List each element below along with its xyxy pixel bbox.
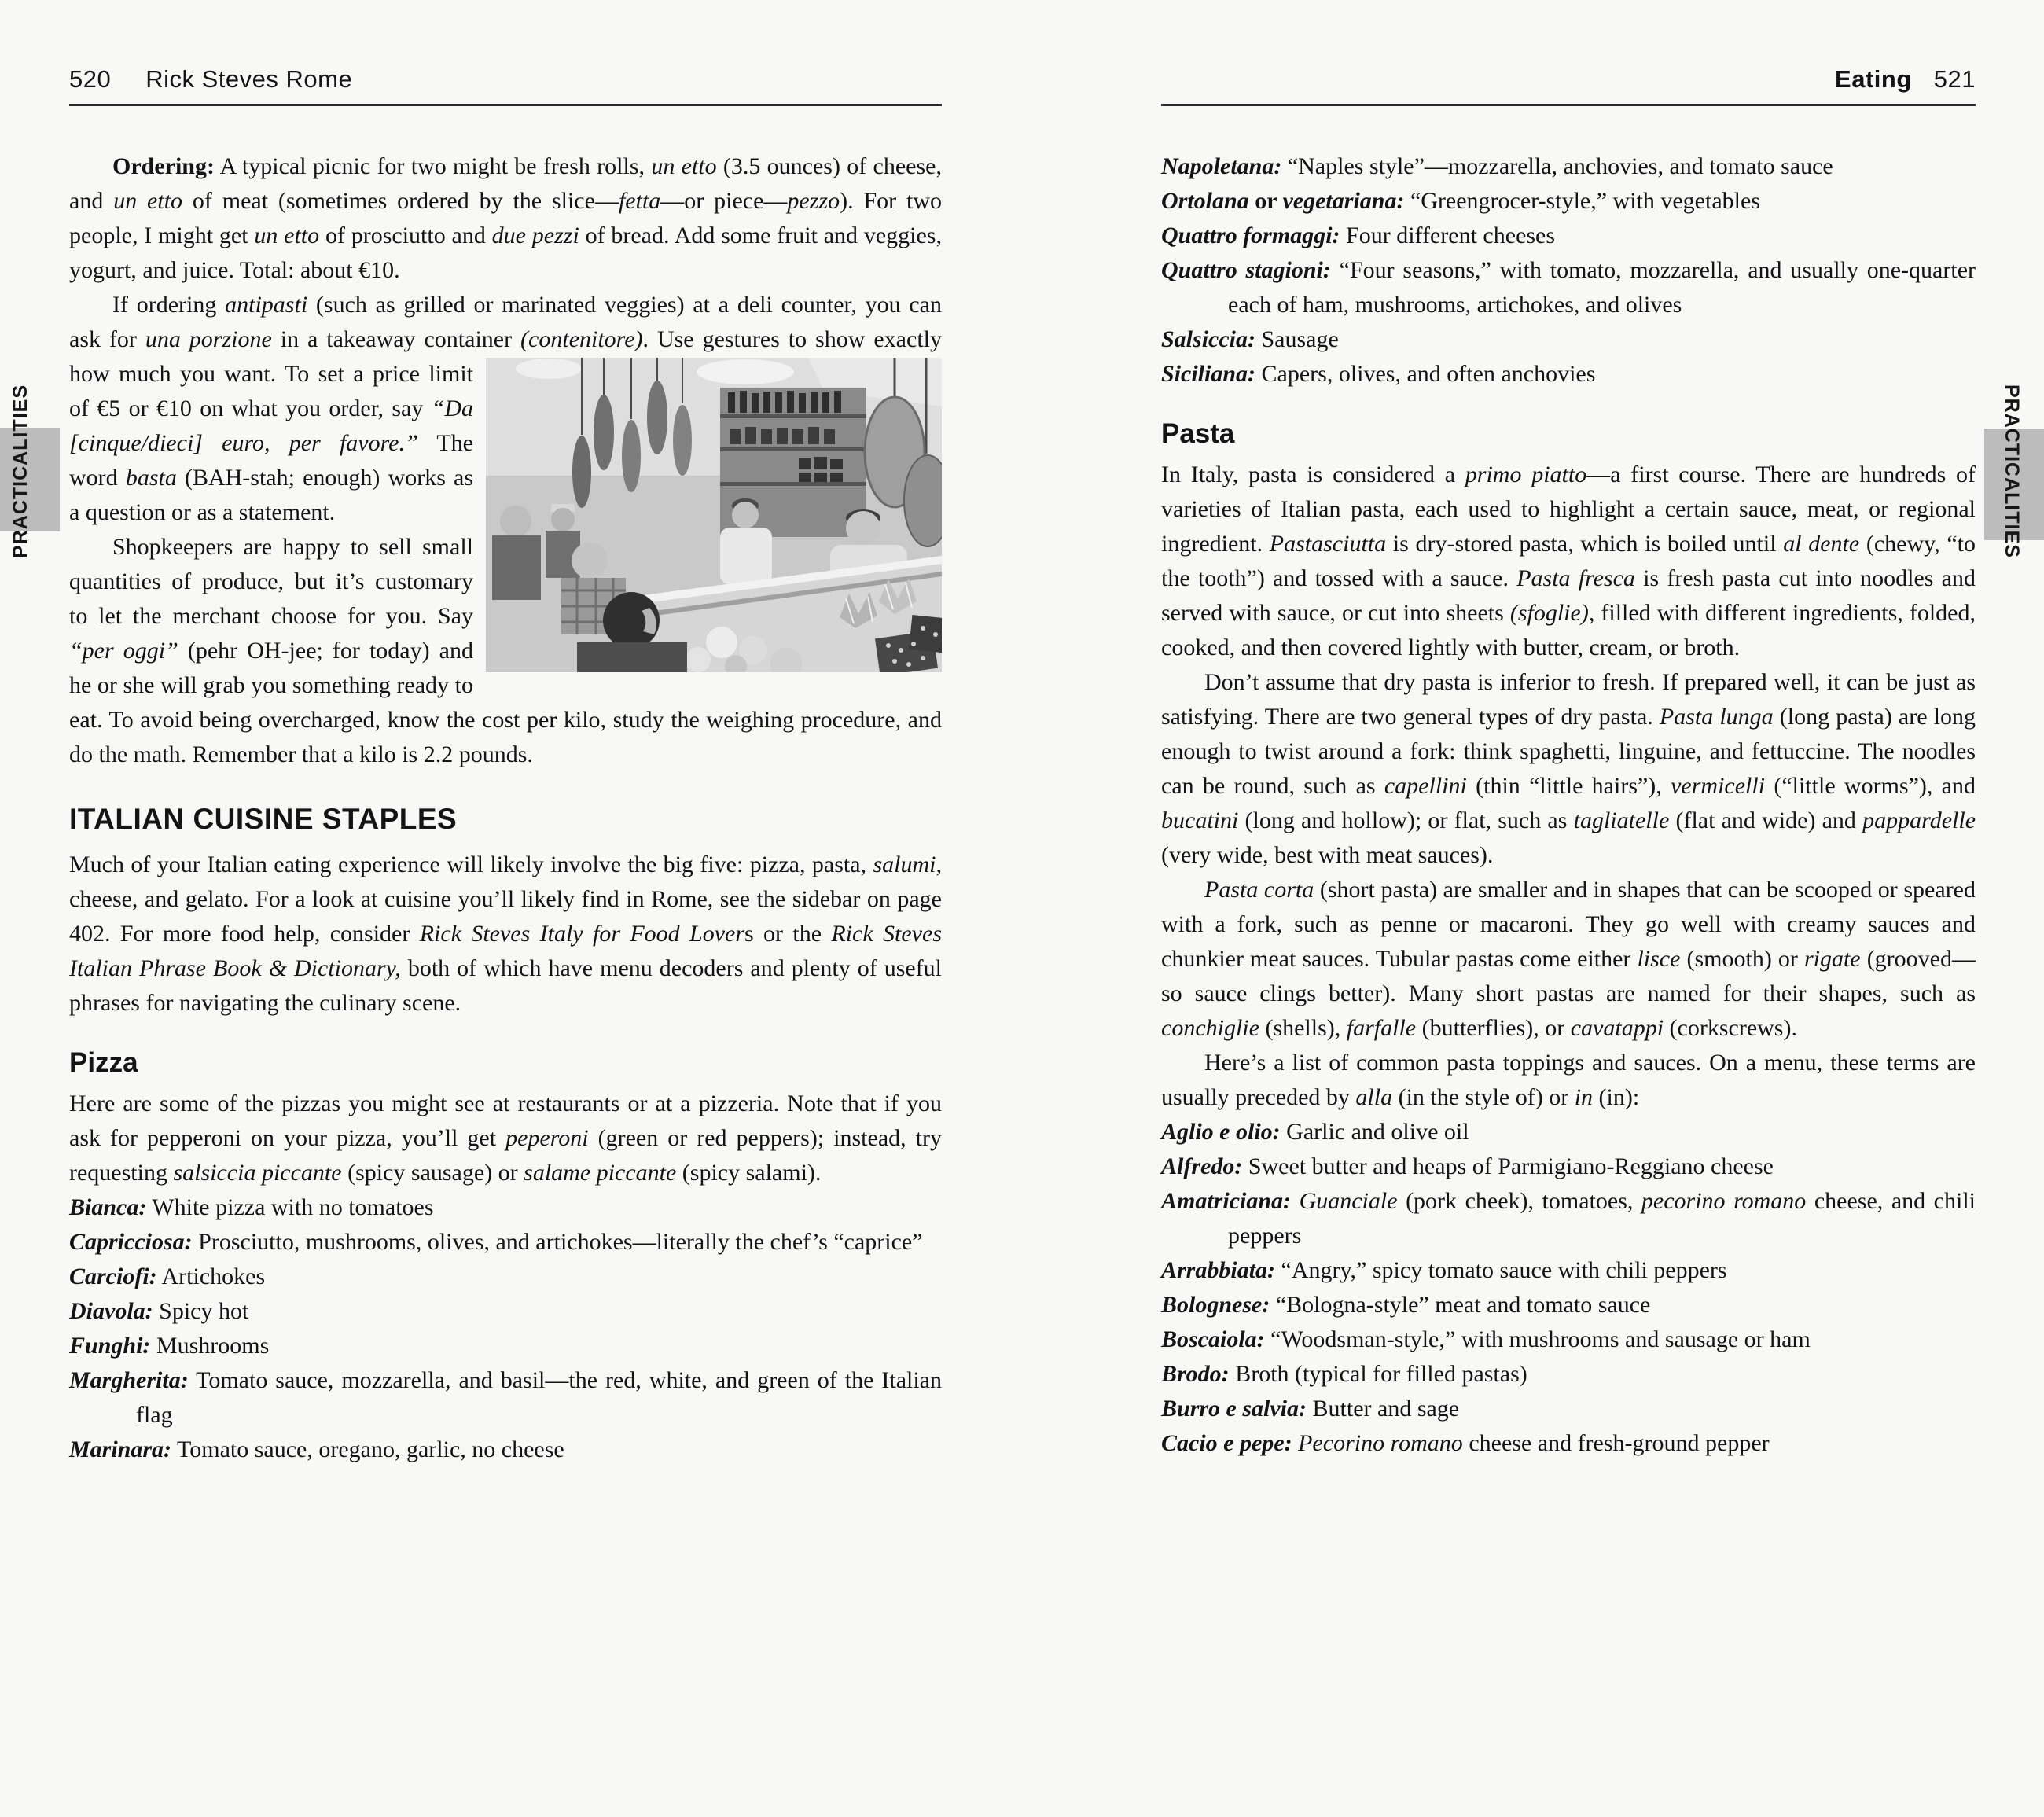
page-number-right: 521 — [1933, 65, 1976, 93]
list-item: Siciliana: Capers, olives, and often anchovies — [1161, 361, 1596, 387]
list-item: Bianca: White pizza with no tomatoes — [69, 1194, 434, 1220]
page-header-left — [69, 65, 942, 106]
paragraph-antipasti: If ordering antipasti (such as grilled or marinated veggies) at a deli counter, you can ask for una porzione in a takeaway container (contenitore). Use gestures to show exactly how much you want. To set a price limit of €5 or €10 on what you order, say “Da [cinque/dieci] euro, per favore.” The word basta (BAH-stah; enough) works as a question or as a statement. — [69, 292, 942, 525]
deli-photo-illustration — [486, 358, 942, 672]
page-number-left: 520 — [69, 65, 112, 93]
list-item: Arrabbiata: “Angry,” spicy tomato sauce with chili peppers — [1161, 1257, 1727, 1283]
list-item: Carciofi: Artichokes — [69, 1263, 266, 1289]
list-item: Ortolana or vegetariana: “Greengrocer-style,” with vegetables — [1161, 188, 1760, 214]
list-item: Bolognese: “Bologna-style” meat and tomato sauce — [1161, 1292, 1651, 1318]
pasta-sauce-list — [1161, 1115, 1976, 1461]
photo-wrap-zone — [69, 288, 942, 772]
list-item: Boscaiola: “Woodsman-style,” with mushrooms and sausage or ham — [1161, 1326, 1811, 1352]
list-item: Aglio e olio: Garlic and olive oil — [1161, 1119, 1469, 1145]
paragraph-sauce-list-lead: Here’s a list of common pasta toppings and sauces. On a menu, these terms are usually preceded by alla (in the style of) or in (in): — [1161, 1050, 1976, 1110]
right-body — [1161, 149, 1976, 1461]
list-item: Brodo: Broth (typical for filled pastas) — [1161, 1361, 1527, 1387]
paragraph-pasta-intro: In Italy, pasta is considered a primo piatto—a first course. There are hundreds of varieties of Italian pasta, each used to highlight a certain sauce, meat, or regional ingredient. Pastasciutta is dry-stored pasta, which is boiled until al dente (chewy, “to the tooth”) and tossed with a sauce. Pasta fresca is fresh pasta cut into noodles and served with sauce, or cut into sheets (sfoglie), filled with different ingredients, folded, cooked, and then covered lightly with butter, cream, or broth. — [1161, 462, 1976, 660]
deli-counter-photo — [486, 358, 942, 672]
pasta-heading: Pasta — [1161, 418, 1235, 449]
page-header-right — [1161, 65, 1976, 106]
pizza-list — [69, 1190, 942, 1467]
italian-cuisine-staples-heading: ITALIAN CUISINE STAPLES — [69, 803, 458, 835]
book-title: Rick Steves Rome — [145, 65, 353, 93]
page-left — [69, 65, 942, 1467]
list-item: Quattro stagioni: “Four seasons,” with tomato, mozzarella, and usually one-quarter each of ham, mushrooms, artichokes, and olives — [1161, 257, 1976, 318]
list-item: Burro e salvia: Butter and sage — [1161, 1396, 1460, 1422]
paragraph-dry-pasta: Don’t assume that dry pasta is inferior to fresh. If prepared well, it can be just as satisfying. There are two general types of dry pasta. Pasta lunga (long pasta) are long enough to twist around a fork: think spaghetti, linguine, and fettuccine. The noodles can be round, such as capellini (thin “little hairs”), vermicelli (“little worms”), and bucatini (long and hollow); or flat, such as tagliatelle (flat and wide) and pappardelle (very wide, best with meat sauces). — [1161, 669, 1976, 868]
list-item: Diavola: Spicy hot — [69, 1298, 249, 1324]
left-body — [69, 149, 942, 1467]
pizza-list-continued — [1161, 149, 1976, 392]
page-right — [1161, 65, 1976, 1461]
list-item: Margherita: Tomato sauce, mozzarella, and basil—the red, white, and green of the Italian flag — [69, 1367, 942, 1428]
list-item: Marinara: Tomato sauce, oregano, garlic, no cheese — [69, 1436, 564, 1462]
practicalities-tab-left: PRACTICALITIES — [9, 384, 31, 558]
paragraph-short-pasta: Pasta corta (short pasta) are smaller and in shapes that can be scooped or speared with a fork, such as penne or macaroni. They go well with creamy sauces and chunkier meat sauces. Tubular pastas come either lisce (smooth) or rigate (grooved—so sauce clings better). Many short pastas are named for their shapes, such as conchiglie (shells), farfalle (butterflies), or cavatappi (corkscrews). — [1161, 877, 1976, 1041]
list-item: Salsiccia: Sausage — [1161, 326, 1339, 352]
chapter-topic: Eating — [1835, 65, 1912, 93]
paragraph-ordering: Ordering: A typical picnic for two might be fresh rolls, un etto (3.5 ounces) of cheese, and un etto of meat (sometimes ordered by the slice—fetta—or piece—pezzo). For two people, I might get un etto of prosciutto and due pezzi of bread. Add some fruit and veggies, yogurt, and juice. Total: about €10. — [69, 153, 942, 283]
list-item: Quattro formaggi: Four different cheeses — [1161, 223, 1556, 248]
paragraph-pizza-intro: Here are some of the pizzas you might see at restaurants or at a pizzeria. Note that if you ask for pepperoni on your pizza, you’ll get peperoni (green or red peppers); instead, try requesting salsiccia piccante (spicy sausage) or salame piccante (spicy salami). — [69, 1091, 942, 1186]
list-item: Cacio e pepe: Pecorino romano cheese and fresh-ground pepper — [1161, 1430, 1770, 1456]
list-item: Amatriciana: Guanciale (pork cheek), tomatoes, pecorino romano cheese, and chili peppers — [1161, 1188, 1976, 1249]
list-item: Capricciosa: Prosciutto, mushrooms, olives, and artichokes—literally the chef’s “caprice” — [69, 1229, 923, 1255]
paragraph-shopkeepers: Shopkeepers are happy to sell small quantities of produce, but it’s customary to let the merchant choose for you. Say “per oggi” (pehr OH-jee; for today) and he or she will grab you something ready to eat. To avoid being overcharged, know the cost per kilo, study the weighing procedure, and do the math. Remember that a kilo is 2.2 pounds. — [69, 534, 942, 767]
practicalities-tab-right: PRACTICALITIES — [2001, 384, 2023, 558]
list-item: Alfredo: Sweet butter and heaps of Parmigiano-Reggiano cheese — [1161, 1153, 1774, 1179]
paragraph-staples-intro: Much of your Italian eating experience will likely involve the big five: pizza, pasta, salumi, cheese, and gelato. For a look at cuisine you’ll likely find in Rome, see the sidebar on page 402. For more food help, consider Rick Steves Italy for Food Lovers or the Rick Steves Italian Phrase Book & Dictionary, both of which have menu decoders and plenty of useful phrases for navigating the culinary scene. — [69, 851, 943, 1016]
list-item: Napoletana: “Naples style”—mozzarella, anchovies, and tomato sauce — [1161, 153, 1833, 179]
list-item: Funghi: Mushrooms — [69, 1333, 270, 1359]
pizza-heading: Pizza — [69, 1047, 138, 1078]
